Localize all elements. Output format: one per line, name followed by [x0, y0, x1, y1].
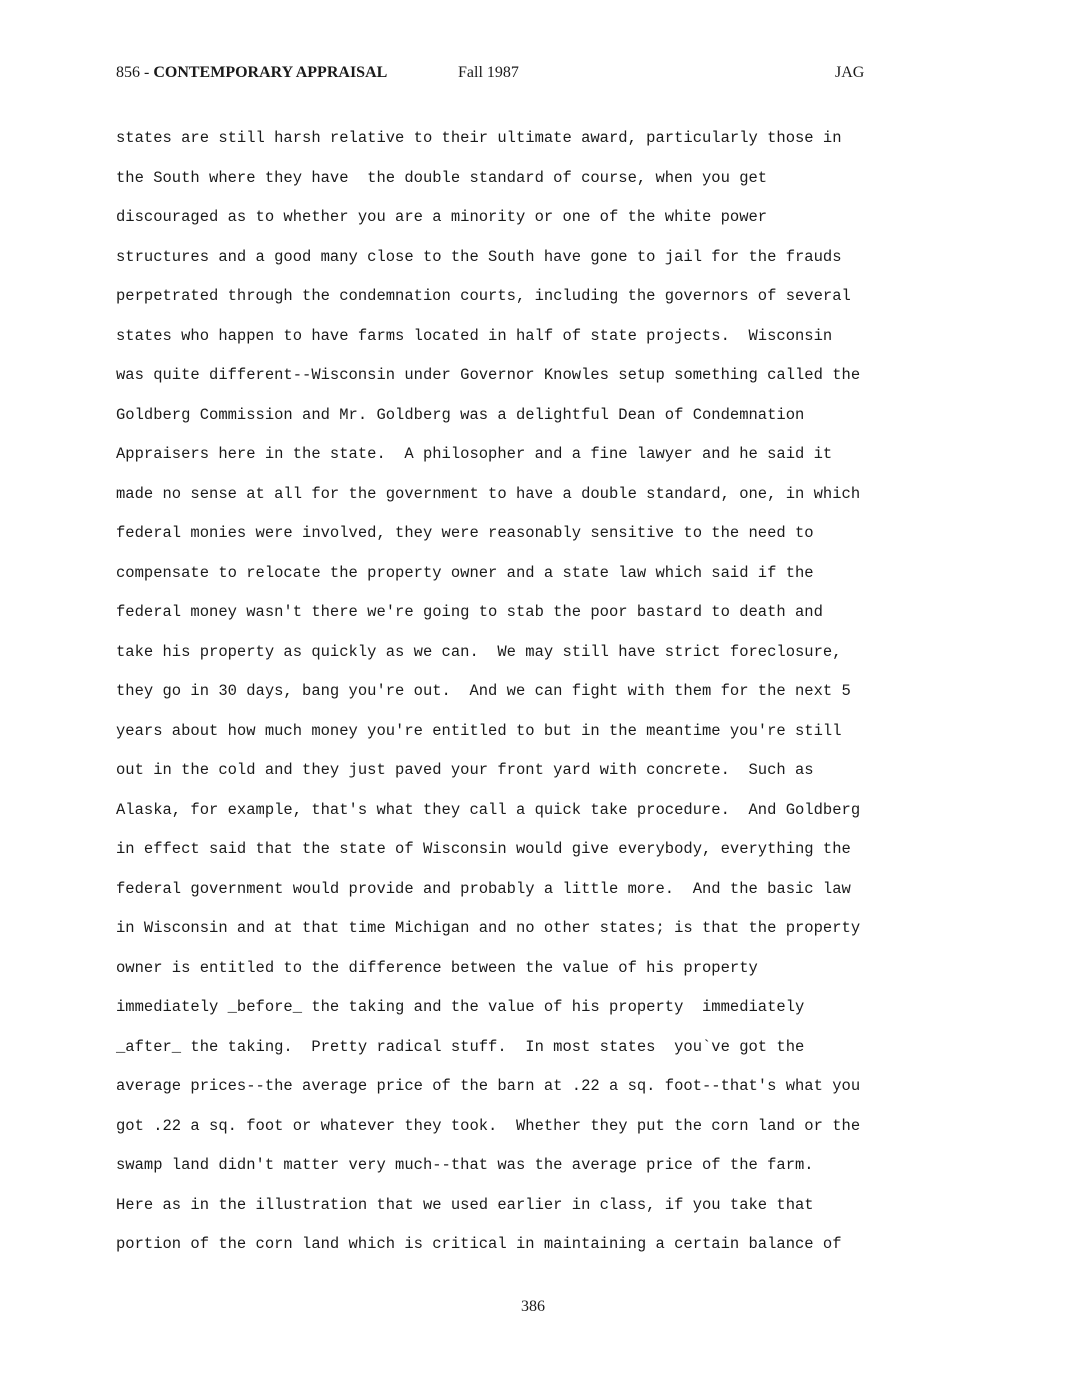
text-line: federal money wasn't there we're going to stab the poor bastard to death and [116, 603, 823, 621]
text-line: immediately _before_ the taking and the value of his property immediately [116, 998, 805, 1016]
text-line: states who happen to have farms located in half of state projects. Wisconsin [116, 326, 833, 345]
text-line: owner is entitled to the difference between the value of his property [116, 958, 758, 977]
term-label: Fall 1987 [458, 64, 519, 81]
text-line: in Wisconsin and at that time Michigan and no other states; is that the property [116, 919, 861, 937]
text-line: portion of the corn land which is critical in maintaining a certain balance of [116, 1235, 842, 1253]
text-line: _after_ the taking. Pretty radical stuff. In most states you`ve got the [116, 1037, 805, 1056]
text-line: perpetrated through the condemnation courts, including the governors of several [116, 287, 851, 305]
text-line: was quite different--Wisconsin under Governor Knowles setup something called the [116, 366, 861, 384]
text-line: Alaska, for example, that's what they call a quick take procedure. And Goldberg [116, 800, 861, 819]
text-line: they go in 30 days, bang you're out. And we can fight with them for the next 5 [116, 682, 851, 700]
text-line: out in the cold and they just paved your front yard with concrete. Such as [116, 761, 814, 779]
text-line: made no sense at all for the government to have a double standard, one, in which [116, 484, 861, 503]
author-initials: JAG [835, 64, 865, 81]
text-line: Appraisers here in the state. A philosopher and a fine lawyer and he said it [116, 445, 833, 463]
text-line: federal government would provide and probably a little more. And the basic law [116, 879, 851, 898]
text-line: discouraged as to whether you are a minority or one of the white power [116, 208, 768, 226]
text-line: compensate to relocate the property owner and a state law which said if the [116, 563, 814, 582]
text-line: swamp land didn't matter very much--that was the average price of the farm. [116, 1156, 814, 1174]
page-number: 386 [521, 1298, 545, 1315]
course-number: 856 - [116, 64, 154, 81]
text-line: the South where they have the double standard of course, when you get [116, 168, 768, 187]
course-title: CONTEMPORARY APPRAISAL [153, 64, 388, 81]
text-line: Goldberg Commission and Mr. Goldberg was a delightful Dean of Condemnation [116, 405, 805, 424]
course-heading [116, 62, 387, 84]
transcript-body [116, 119, 996, 1265]
text-line: years about how much money you're entitled to but in the meantime you're still [116, 721, 842, 740]
text-line: federal monies were involved, they were reasonably sensitive to the need to [116, 524, 814, 542]
text-line: take his property as quickly as we can. We may still have strict foreclosure, [116, 642, 842, 661]
text-line: states are still harsh relative to their ultimate award, particularly those in [116, 129, 842, 147]
text-line: in effect said that the state of Wisconsin would give everybody, everything the [116, 840, 851, 858]
page-header [116, 62, 876, 84]
text-line: structures and a good many close to the South have gone to jail for the frauds [116, 247, 842, 266]
text-line: got .22 a sq. foot or whatever they took. Whether they put the corn land or the [116, 1116, 861, 1135]
text-line: average prices--the average price of the barn at .22 a sq. foot--that's what you [116, 1077, 861, 1095]
text-line: Here as in the illustration that we used earlier in class, if you take that [116, 1195, 814, 1214]
